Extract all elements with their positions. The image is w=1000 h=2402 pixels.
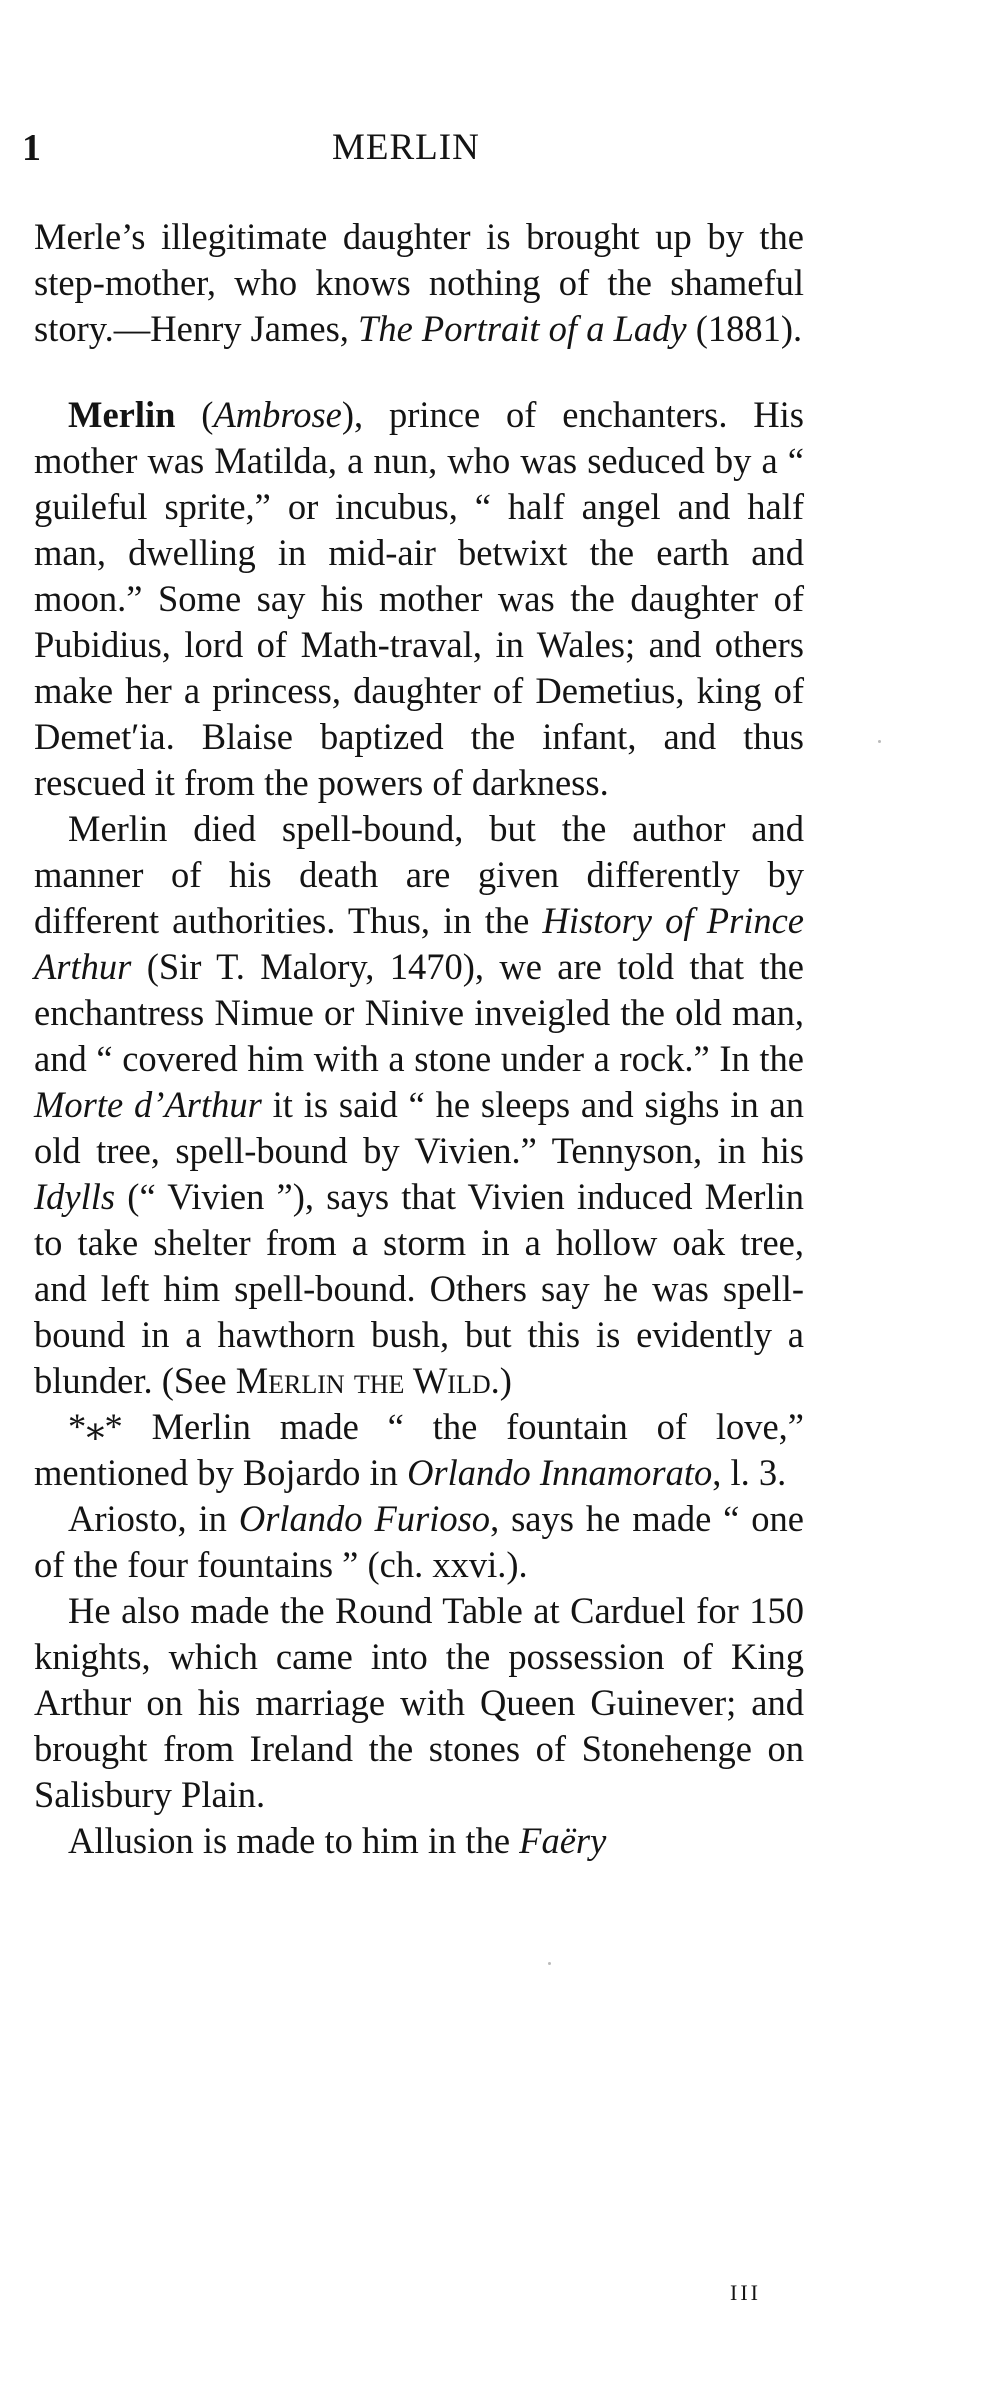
italic-title: Orlando Innamorato bbox=[407, 1452, 713, 1493]
italic-title: Faëry bbox=[519, 1820, 607, 1861]
entry-text: Ariosto, in bbox=[68, 1498, 239, 1539]
entry-text: ( bbox=[175, 394, 214, 435]
entry-text: .) bbox=[490, 1360, 512, 1401]
cross-reference: Merlin the Wild bbox=[235, 1360, 491, 1401]
entry-text: , says he made “ one of the four fountains ” (ch. xxvi.). bbox=[34, 1498, 804, 1585]
running-head: MERLIN bbox=[332, 127, 480, 168]
entry-paragraph bbox=[34, 1588, 804, 1818]
entry-paragraph bbox=[34, 806, 804, 1404]
entry-text: *⁎* Merlin made “ the fountain of love,” mentioned by Bojardo in bbox=[34, 1406, 804, 1493]
entry-text: it is said “ he sleeps and sighs in an old tree, spell-bound by Vivien.” Tennyson, in his bbox=[34, 1084, 805, 1171]
paper-speck bbox=[878, 740, 881, 743]
italic-title: History of Prince Arthur bbox=[34, 900, 805, 987]
alias: Ambrose bbox=[213, 394, 342, 435]
entry-paragraph bbox=[34, 1818, 804, 1864]
page-header bbox=[22, 126, 810, 178]
paper-speck bbox=[548, 1962, 551, 1965]
merlin-entry-paragraph bbox=[34, 392, 804, 806]
page-number: 1 bbox=[22, 127, 41, 169]
italic-title: The Portrait of a Lady bbox=[358, 308, 687, 349]
italic-title: Idylls bbox=[34, 1176, 116, 1217]
continuation-text: (1881). bbox=[686, 308, 803, 349]
continuation-text: Merle’s illegitimate daughter is brought up by the step-mother, who knows nothing of the shameful story.—Henry James, bbox=[34, 216, 804, 349]
entry-text: , l. 3. bbox=[712, 1452, 787, 1493]
italic-title: Orlando Furioso bbox=[238, 1498, 491, 1539]
entry-text: Allusion is made to him in the bbox=[68, 1820, 520, 1861]
headword: Merlin bbox=[68, 394, 176, 435]
entry-text: (Sir T. Malory, 1470), we are told that the enchantress Nimue or Ninive inveigled the old man, and “ covered him with a stone under a rock.” In the bbox=[34, 946, 804, 1079]
entry-paragraph bbox=[34, 1496, 804, 1588]
italic-title: Morte d’Arthur bbox=[34, 1084, 262, 1125]
entry-text: Merlin died spell-bound, but the author and manner of his death are given differently by different authorities. Thus, in the bbox=[34, 808, 804, 941]
entry-paragraph bbox=[34, 1404, 804, 1496]
text-column bbox=[34, 214, 804, 1864]
entry-text: ), prince of enchanters. His mother was Matilda, a nun, who was seduced by a “ guileful sprite,” or incubus, “ half angel and half man, dwelling in mid-air betwixt the earth and moon.” Some say his mother was the daughter of Pubidius, lord of Math-traval, in Wales; and others make her a princess, daughter of Demetius, king of Demet′ia. Blaise baptized the infant, and thus rescued it from the powers of darkness. bbox=[34, 394, 804, 803]
continuation-paragraph bbox=[34, 214, 804, 352]
signature-mark: III bbox=[730, 2280, 761, 2305]
entry-separator bbox=[34, 352, 804, 392]
entry-text: (“ Vivien ”), says that Vivien induced Merlin to take shelter from a storm in a hollow oak tree, and left him spell-bound. Others say he was spell-bound in a hawthorn bush, but this is evidently a blunder. (See bbox=[34, 1176, 804, 1401]
entry-text: He also made the Round Table at Carduel for 150 knights, which came into the possession of King Arthur on his marriage with Queen Guinever; and brought from Ireland the stones of Stonehenge on Salisbury Plain. bbox=[34, 1590, 804, 1815]
